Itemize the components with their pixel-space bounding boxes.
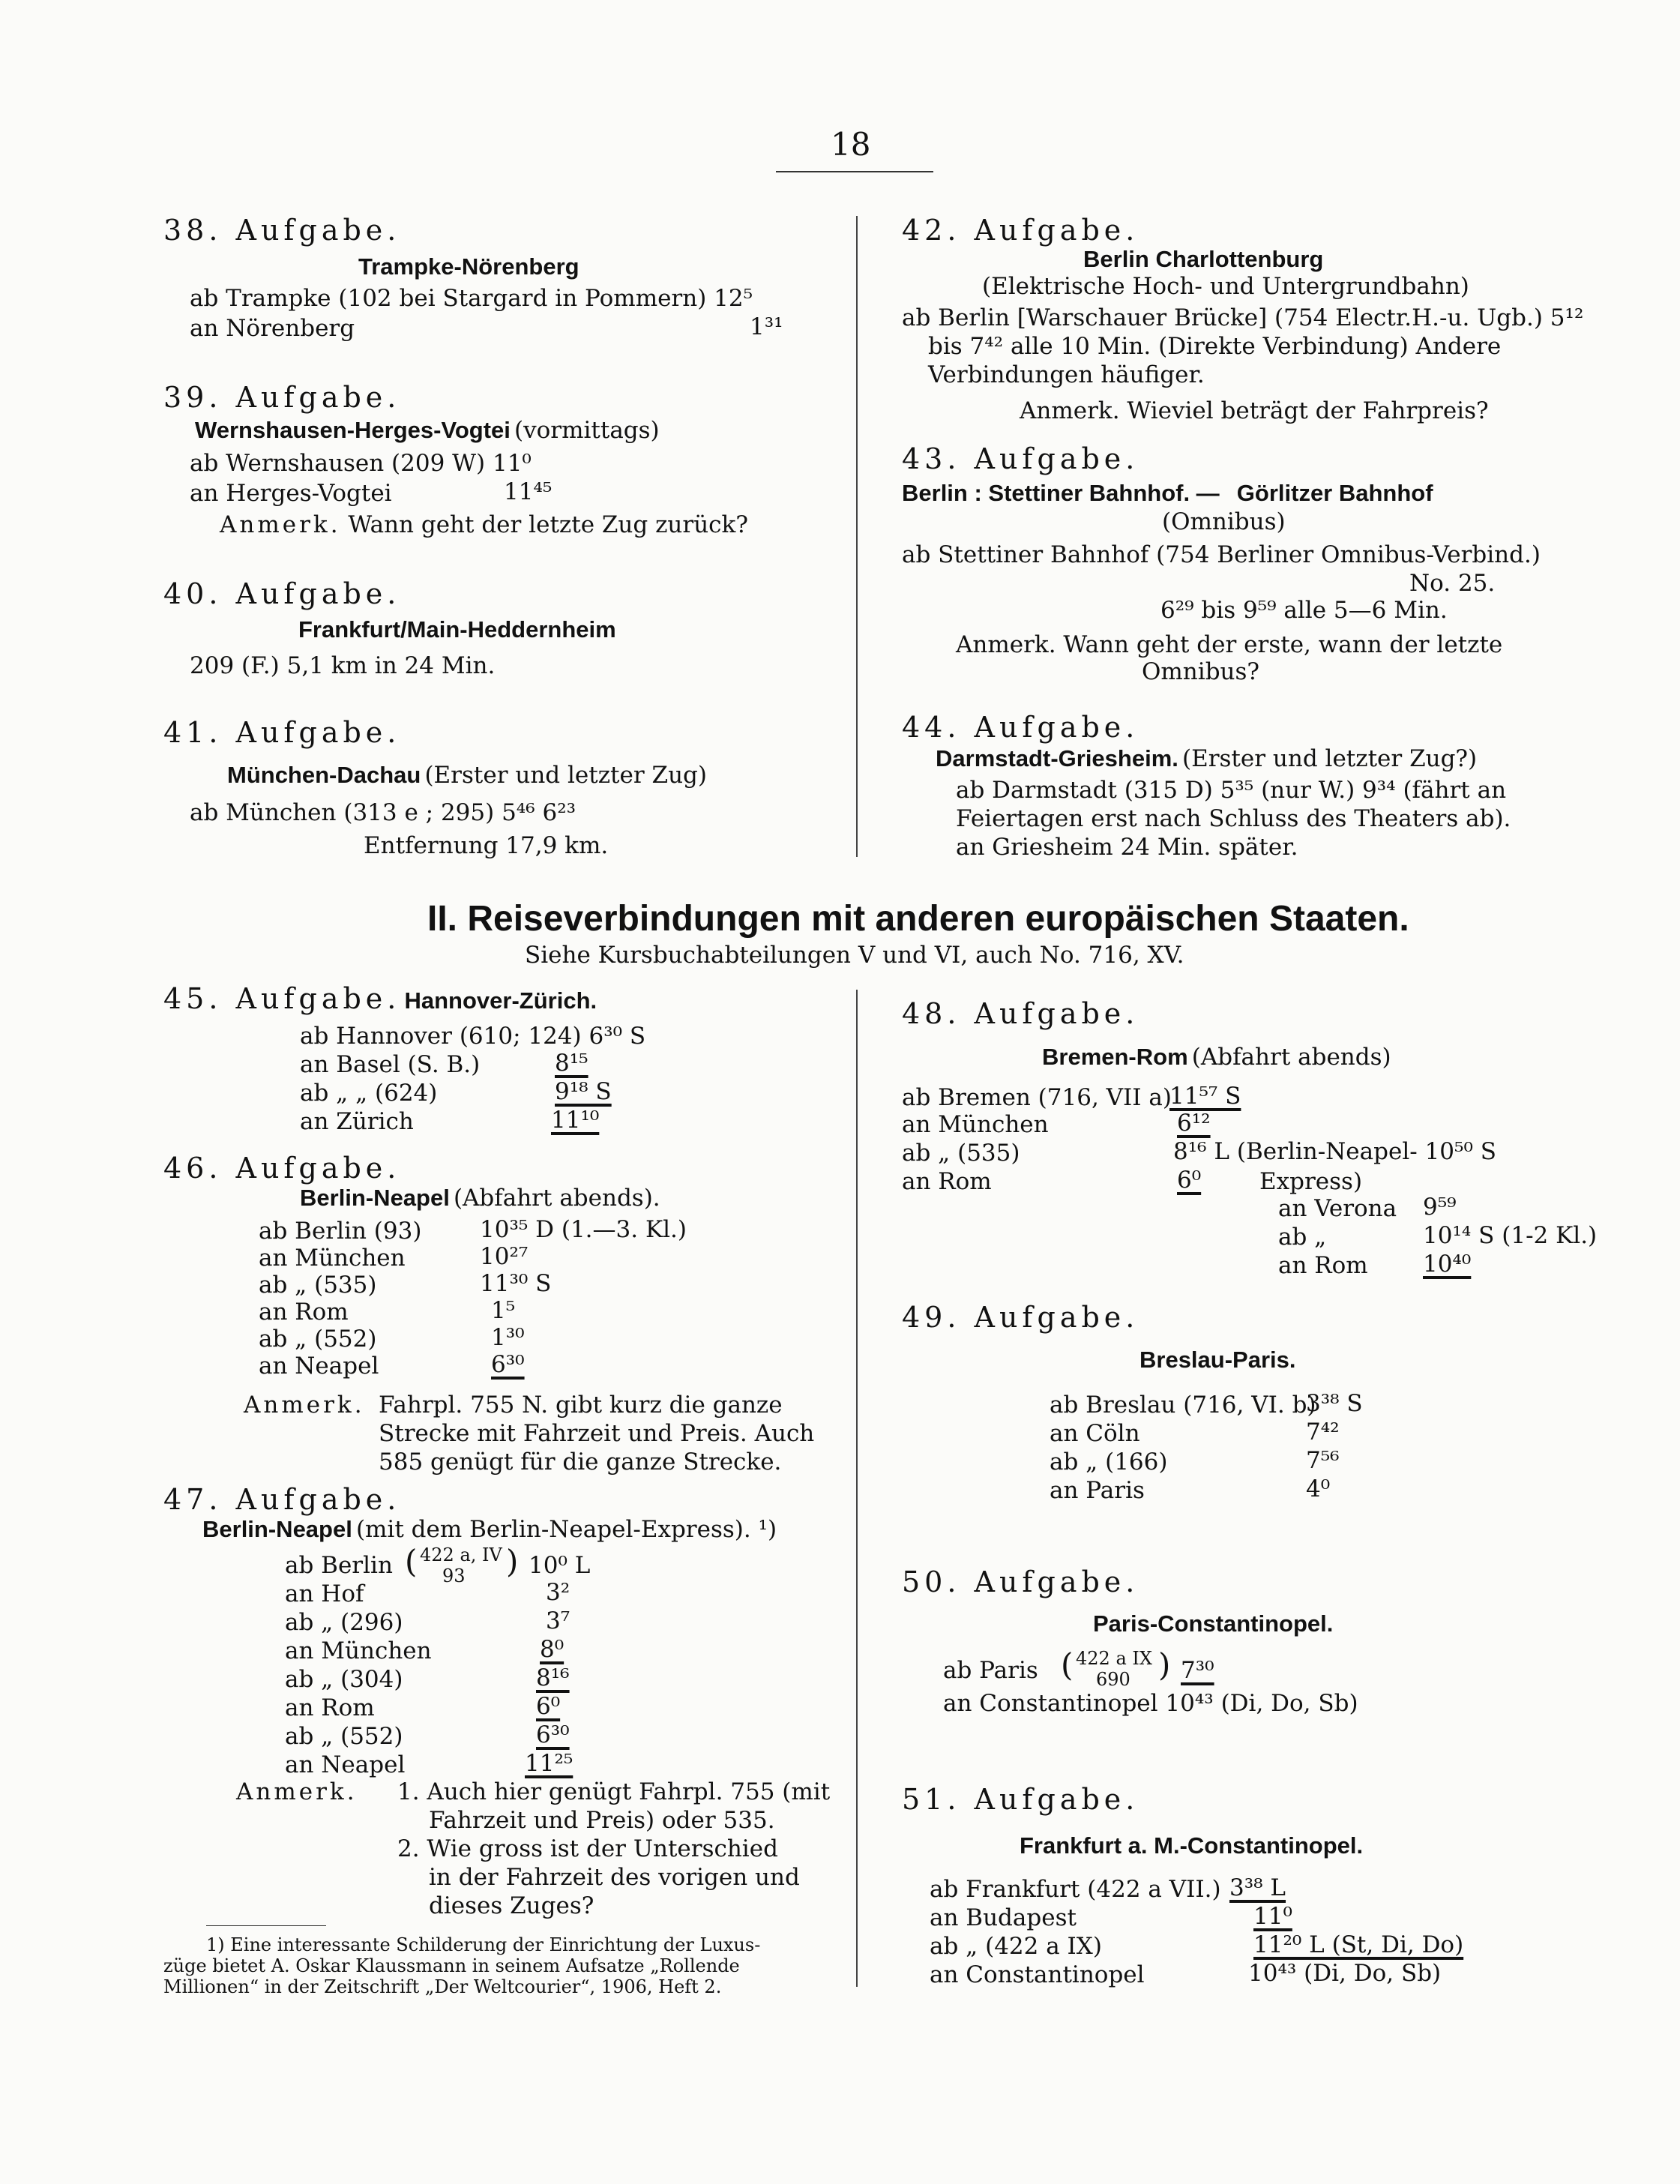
timetable-row: an Constantinopel bbox=[930, 1961, 1145, 1988]
timetable-row: ab Breslau (716, VI. b) bbox=[1050, 1392, 1316, 1419]
route-note: (Abfahrt abends) bbox=[1191, 1044, 1391, 1071]
timetable-line: ab „ „ (624) bbox=[300, 1080, 438, 1107]
remark-line: Anmerk. Wann geht der erste, wann der letzte bbox=[956, 631, 1503, 658]
timetable-line: ab München (313 e ; 295) 5⁴⁶ 6²³ bbox=[190, 799, 576, 826]
route-title: Berlin : Stettiner Bahnhof. — bbox=[902, 480, 1220, 506]
route-note: (Abfahrt abends). bbox=[453, 1185, 660, 1212]
footnote-line: 1) Eine interessante Schilderung der Einrichtung der Luxus- bbox=[206, 1934, 761, 1955]
exercise-heading: 50. Aufgabe. bbox=[902, 1565, 1139, 1598]
timetable-row: ab Paris bbox=[943, 1657, 1038, 1684]
exercise-heading: 47. Aufgabe. bbox=[163, 1483, 401, 1516]
timetable-row: ab „ (166) bbox=[1050, 1449, 1168, 1475]
timetable-row: an Neapel bbox=[285, 1751, 406, 1778]
route-title: Paris-Constantinopel. bbox=[1093, 1610, 1334, 1637]
route-title: Wernshausen-Herges-Vogtei bbox=[195, 417, 511, 443]
timetable-row: an Rom bbox=[1278, 1252, 1368, 1279]
timetable-time: 7⁵⁶ bbox=[1306, 1447, 1340, 1474]
timetable-row: ab „ (422 a IX) bbox=[930, 1933, 1102, 1960]
timetable-row: ab „ (296) bbox=[285, 1609, 403, 1636]
timetable-line: bis 7⁴² alle 10 Min. (Direkte Verbindung) Andere bbox=[928, 333, 1502, 360]
exercise-heading: 38. Aufgabe. bbox=[163, 214, 401, 247]
remark-line: 585 genügt für die ganze Strecke. bbox=[379, 1449, 782, 1475]
timetable-reference: ( bbox=[1061, 1646, 1074, 1683]
footnote-line: Millionen“ in der Zeitschrift „Der Weltcourier“, 1906, Heft 2. bbox=[163, 1976, 722, 1997]
route-line bbox=[902, 480, 1433, 507]
timetable-time: 10⁴⁰ bbox=[1423, 1251, 1472, 1278]
route-line bbox=[227, 762, 707, 789]
exercise-heading: 46. Aufgabe. bbox=[163, 1152, 401, 1185]
timetable-time: 7⁴² bbox=[1306, 1419, 1340, 1446]
timetable-row: an Rom bbox=[285, 1694, 375, 1721]
page-number-rule bbox=[776, 171, 933, 172]
remark-line: Anmerk. Wieviel beträgt der Fahrpreis? bbox=[1020, 397, 1489, 424]
timetable-time: 11¹⁰ bbox=[551, 1107, 600, 1134]
timetable-row: an Rom bbox=[259, 1299, 349, 1326]
timetable-line: ab Trampke (102 bei Stargard in Pommern) 12⁵ bbox=[190, 285, 753, 312]
timetable-time: 10³⁵ D (1.—3. Kl.) bbox=[480, 1216, 687, 1243]
remark-label: Anmerk. bbox=[236, 1778, 358, 1805]
timetable-line: an Zürich bbox=[300, 1108, 414, 1135]
timetable-time: 1⁵ bbox=[491, 1297, 516, 1324]
timetable-time: 9¹⁸ S bbox=[555, 1078, 612, 1105]
timetable-line: ab Wernshausen (209 W) 11⁰ bbox=[190, 450, 532, 477]
exercise-heading: 42. Aufgabe. bbox=[902, 214, 1139, 247]
timetable-row: ab „ bbox=[1278, 1224, 1327, 1251]
exercise-heading: 49. Aufgabe. bbox=[902, 1301, 1139, 1334]
remark-line: in der Fahrzeit des vorigen und bbox=[429, 1864, 800, 1891]
footnote-line: züge bietet A. Oskar Klaussmann in seinem Aufsatze „Rollende bbox=[163, 1955, 740, 1976]
timetable-line: ab Berlin [Warschauer Brücke] (754 Electr.H.-u. Ugb.) 5¹² bbox=[902, 304, 1584, 331]
remark-line: dieses Zuges? bbox=[429, 1892, 594, 1919]
remark-line: 1. Auch hier genügt Fahrpl. 755 (mit bbox=[397, 1778, 831, 1805]
exercise-heading: 39. Aufgabe. bbox=[163, 381, 401, 414]
timetable-time: 10⁴³ (Di, Do, Sb) bbox=[1248, 1960, 1442, 1987]
footnote-rule bbox=[206, 1925, 326, 1926]
timetable-row: an Verona bbox=[1278, 1195, 1397, 1222]
section-subtitle: Siehe Kursbuchabteilungen V und VI, auch No. 716, XV. bbox=[525, 942, 1184, 969]
exercise-heading: 51. Aufgabe. bbox=[902, 1783, 1139, 1816]
remark-line: Strecke mit Fahrzeit und Preis. Auch bbox=[379, 1420, 815, 1447]
route-note: (vormittags) bbox=[514, 417, 660, 444]
timetable-reference: ) bbox=[506, 1543, 519, 1580]
timetable-time: 10¹⁴ S (1-2 Kl.) bbox=[1423, 1222, 1598, 1249]
route-line bbox=[195, 417, 660, 444]
timetable-row: an München bbox=[902, 1111, 1049, 1138]
remark-line bbox=[220, 511, 748, 538]
timetable-time: 7³⁰ bbox=[1181, 1657, 1214, 1684]
timetable-reference: 422 a IX bbox=[1076, 1648, 1152, 1669]
route-title: Berlin-Neapel bbox=[202, 1516, 352, 1542]
timetable-line: Verbindungen häufiger. bbox=[928, 361, 1205, 388]
timetable-line: No. 25. bbox=[1409, 570, 1496, 597]
timetable-line: an Basel (S. B.) bbox=[300, 1051, 481, 1078]
timetable-row: ab Berlin (93) bbox=[259, 1218, 422, 1245]
timetable-time: 3² bbox=[546, 1579, 570, 1606]
timetable-row: an Hof bbox=[285, 1580, 364, 1607]
exercise-heading: 41. Aufgabe. bbox=[163, 716, 401, 749]
timetable-row: ab Bremen (716, VII a) bbox=[902, 1084, 1172, 1111]
route-title: München-Dachau bbox=[227, 762, 421, 788]
exercise-heading: 43. Aufgabe. bbox=[902, 442, 1139, 475]
route-title: Bremen-Rom bbox=[1042, 1044, 1188, 1070]
exercise-heading: 48. Aufgabe. bbox=[902, 997, 1139, 1030]
timetable-time: 6³⁰ bbox=[536, 1721, 570, 1748]
timetable-time: 8¹⁶ bbox=[536, 1664, 570, 1691]
timetable-row: ab Berlin bbox=[285, 1552, 393, 1579]
timetable-line: ab Hannover (610; 124) 6³⁰ S bbox=[300, 1023, 646, 1050]
timetable-time: 6³⁰ bbox=[491, 1351, 525, 1378]
remark-line: Omnibus? bbox=[1142, 658, 1260, 685]
exercise-heading: 40. Aufgabe. bbox=[163, 577, 401, 610]
timetable-time: 1³⁰ bbox=[491, 1324, 525, 1351]
timetable-time: 4⁰ bbox=[1306, 1475, 1331, 1502]
timetable-time: 10⁰ L bbox=[529, 1552, 591, 1579]
remark-line: Fahrzeit und Preis) oder 535. bbox=[429, 1807, 775, 1834]
remark-line: 2. Wie gross ist der Unterschied bbox=[397, 1835, 778, 1862]
timetable-row: ab Frankfurt (422 a VII.) bbox=[930, 1876, 1221, 1903]
route-line bbox=[300, 1185, 660, 1212]
route-subtitle: (Omnibus) bbox=[1162, 508, 1286, 535]
timetable-row: an Neapel bbox=[259, 1353, 379, 1380]
route-title: Frankfurt/Main-Heddernheim bbox=[298, 616, 616, 643]
timetable-time: 1³¹ bbox=[750, 313, 783, 340]
section-title: II. Reiseverbindungen mit anderen europäischen Staaten. bbox=[427, 899, 1409, 939]
route-subtitle: (Elektrische Hoch- und Untergrundbahn) bbox=[982, 273, 1469, 300]
timetable-row: an Rom bbox=[902, 1168, 992, 1195]
timetable-time: 11²⁰ L (St, Di, Do) bbox=[1253, 1931, 1464, 1958]
timetable-row: ab „ (304) bbox=[285, 1666, 403, 1693]
page-number: 18 bbox=[831, 126, 871, 163]
timetable-line: an Griesheim 24 Min. später. bbox=[956, 834, 1298, 861]
route-note: (Erster und letzter Zug?) bbox=[1181, 745, 1478, 772]
remark-label: Anmerk. bbox=[220, 511, 341, 538]
route-line bbox=[1042, 1044, 1391, 1071]
timetable-time: 6¹² bbox=[1177, 1110, 1211, 1137]
exercise-heading: 45. Aufgabe. bbox=[163, 982, 401, 1015]
route-title: Trampke-Nörenberg bbox=[358, 253, 579, 280]
timetable-reference: 422 a, IV bbox=[420, 1544, 502, 1565]
route-title: Berlin Charlottenburg bbox=[1083, 246, 1324, 272]
column-divider-bottom bbox=[856, 990, 858, 1987]
route-line bbox=[202, 1516, 777, 1543]
timetable-row: ab „ (535) bbox=[902, 1140, 1020, 1167]
timetable-time: 3³⁸ S bbox=[1306, 1390, 1363, 1417]
timetable-reference: ) bbox=[1158, 1646, 1171, 1683]
timetable-time: 10²⁷ bbox=[480, 1243, 529, 1270]
timetable-line: ab Darmstadt (315 D) 5³⁵ (nur W.) 9³⁴ (fährt an bbox=[956, 777, 1507, 804]
timetable-reference: 690 bbox=[1096, 1669, 1130, 1690]
timetable-reference: 93 bbox=[442, 1565, 466, 1586]
timetable-line: Feiertagen erst nach Schluss des Theaters ab). bbox=[956, 805, 1511, 832]
route-title: Frankfurt a. M.-Constantinopel. bbox=[1020, 1832, 1364, 1859]
timetable-line: 209 (F.) 5,1 km in 24 Min. bbox=[190, 652, 496, 679]
timetable-time: 8¹⁶ L (Berlin-Neapel- 10⁵⁰ S bbox=[1173, 1138, 1496, 1165]
timetable-time: 3⁷ bbox=[546, 1607, 570, 1634]
timetable-row: an Budapest bbox=[930, 1904, 1077, 1931]
timetable-time: 11⁵⁷ S bbox=[1169, 1083, 1241, 1110]
timetable-row: an Constantinopel 10⁴³ (Di, Do, Sb) bbox=[943, 1690, 1358, 1717]
route-title: Berlin-Neapel bbox=[300, 1185, 450, 1211]
remark-line: Fahrpl. 755 N. gibt kurz die ganze bbox=[379, 1392, 783, 1419]
route-title: Breslau-Paris. bbox=[1139, 1347, 1296, 1373]
remark-text: Wann geht der letzte Zug zurück? bbox=[348, 511, 748, 538]
remark-label: Anmerk. bbox=[244, 1392, 365, 1419]
timetable-row: an München bbox=[285, 1637, 432, 1664]
column-divider-top bbox=[856, 216, 858, 857]
timetable-time: 11⁴⁵ bbox=[504, 478, 553, 505]
timetable-time: 8¹⁵ bbox=[555, 1050, 588, 1077]
exercise-heading-line bbox=[163, 982, 597, 1015]
timetable-row: an Paris bbox=[1050, 1477, 1145, 1504]
route-title: Görlitzer Bahnhof bbox=[1236, 480, 1433, 506]
timetable-line: 6²⁹ bis 9⁵⁹ alle 5—6 Min. bbox=[1160, 597, 1448, 624]
timetable-row: ab „ (552) bbox=[285, 1723, 403, 1750]
route-note: (mit dem Berlin-Neapel-Express). ¹) bbox=[355, 1516, 777, 1543]
timetable-row: ab „ (535) bbox=[259, 1272, 377, 1299]
timetable-time: 11⁰ bbox=[1253, 1903, 1292, 1930]
timetable-time: 6⁰ bbox=[536, 1693, 561, 1720]
timetable-row: an Cöln bbox=[1050, 1420, 1140, 1447]
timetable-reference: ( bbox=[405, 1543, 418, 1580]
timetable-time: 11³⁰ S bbox=[480, 1270, 552, 1297]
timetable-row: an München bbox=[259, 1245, 406, 1272]
timetable-note: Express) bbox=[1259, 1168, 1363, 1195]
timetable-time: 11²⁵ bbox=[525, 1750, 573, 1777]
timetable-time: 6⁰ bbox=[1177, 1167, 1202, 1194]
exercise-heading: 44. Aufgabe. bbox=[902, 711, 1139, 744]
route-title: Hannover-Zürich. bbox=[404, 987, 597, 1014]
timetable-line: an Herges-Vogtei bbox=[190, 480, 392, 507]
route-line bbox=[936, 745, 1477, 772]
timetable-line: ab Stettiner Bahnhof (754 Berliner Omnibus-Verbind.) bbox=[902, 541, 1541, 568]
timetable-row: ab „ (552) bbox=[259, 1326, 377, 1353]
timetable-line: an Nörenberg bbox=[190, 315, 355, 342]
route-title: Darmstadt-Griesheim. bbox=[936, 745, 1178, 771]
route-note: (Erster und letzter Zug) bbox=[424, 762, 707, 789]
timetable-time: 3³⁸ L bbox=[1229, 1874, 1286, 1901]
timetable-time: 8⁰ bbox=[540, 1636, 564, 1663]
timetable-time: 9⁵⁹ bbox=[1423, 1194, 1457, 1221]
distance-line: Entfernung 17,9 km. bbox=[364, 832, 609, 859]
